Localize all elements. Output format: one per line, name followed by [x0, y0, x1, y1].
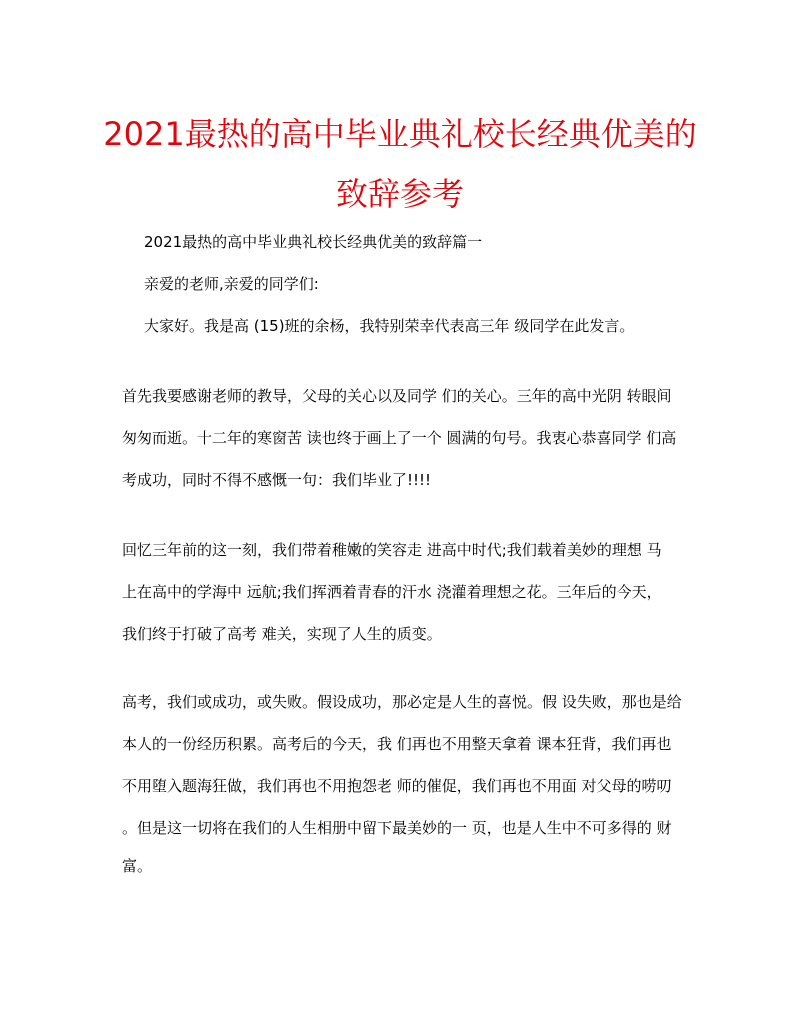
document-title-line-1: 2021最热的高中毕业典礼校长经典优美的: [103, 115, 697, 153]
paragraph-3-line-2: 本人的一份经历积累。高考后的今天，我 们再也不用整天拿着 课本狂背，我们再也: [122, 735, 672, 753]
paragraph-3-line-5: 富。: [122, 857, 153, 875]
paragraph-1-line-2: 匆匆而逝。十二年的寒窗苦 读也终于画上了一个 圆满的句号。我衷心恭喜同学 们高: [122, 429, 677, 447]
greeting: 亲爱的老师,亲爱的同学们:: [144, 275, 319, 293]
paragraph-1-line-1: 首先我要感谢老师的教导，父母的关心以及同学 们的关心。三年的高中光阴 转眼间: [122, 387, 672, 405]
document-subtitle: 2021最热的高中毕业典礼校长经典优美的致辞篇一: [144, 233, 483, 251]
document-title-line-2: 致辞参考: [335, 175, 464, 213]
intro-line: 大家好。我是高 (15)班的余杨，我特别荣幸代表高三年 级同学在此发言。: [144, 317, 635, 335]
paragraph-2-line-3: 我们终于打破了高考 难关，实现了人生的质变。: [122, 625, 442, 643]
paragraph-3-line-3: 不用堕入题海狂做，我们再也不用抱怨老 师的催促，我们再也不用面 对父母的唠叨: [122, 777, 672, 795]
paragraph-2-line-2: 上在高中的学海中 远航;我们挥洒着青春的汗水 浇灌着理想之花。三年后的今天，: [122, 583, 662, 601]
paragraph-1-line-3: 考成功，同时不得不感慨一句：我们毕业了!!!!: [122, 471, 432, 489]
paragraph-3-line-4: 。但是这一切将在我们的人生相册中留下最美妙的一 页，也是人生中不可多得的 财: [122, 819, 672, 837]
paragraph-3-line-1: 高考，我们或成功，或失败。假设成功，那必定是人生的喜悦。假 设失败，那也是给: [122, 693, 682, 711]
paragraph-2-line-1: 回忆三年前的这一刻，我们带着稚嫩的笑容走 进高中时代;我们载着美妙的理想 马: [122, 541, 662, 559]
